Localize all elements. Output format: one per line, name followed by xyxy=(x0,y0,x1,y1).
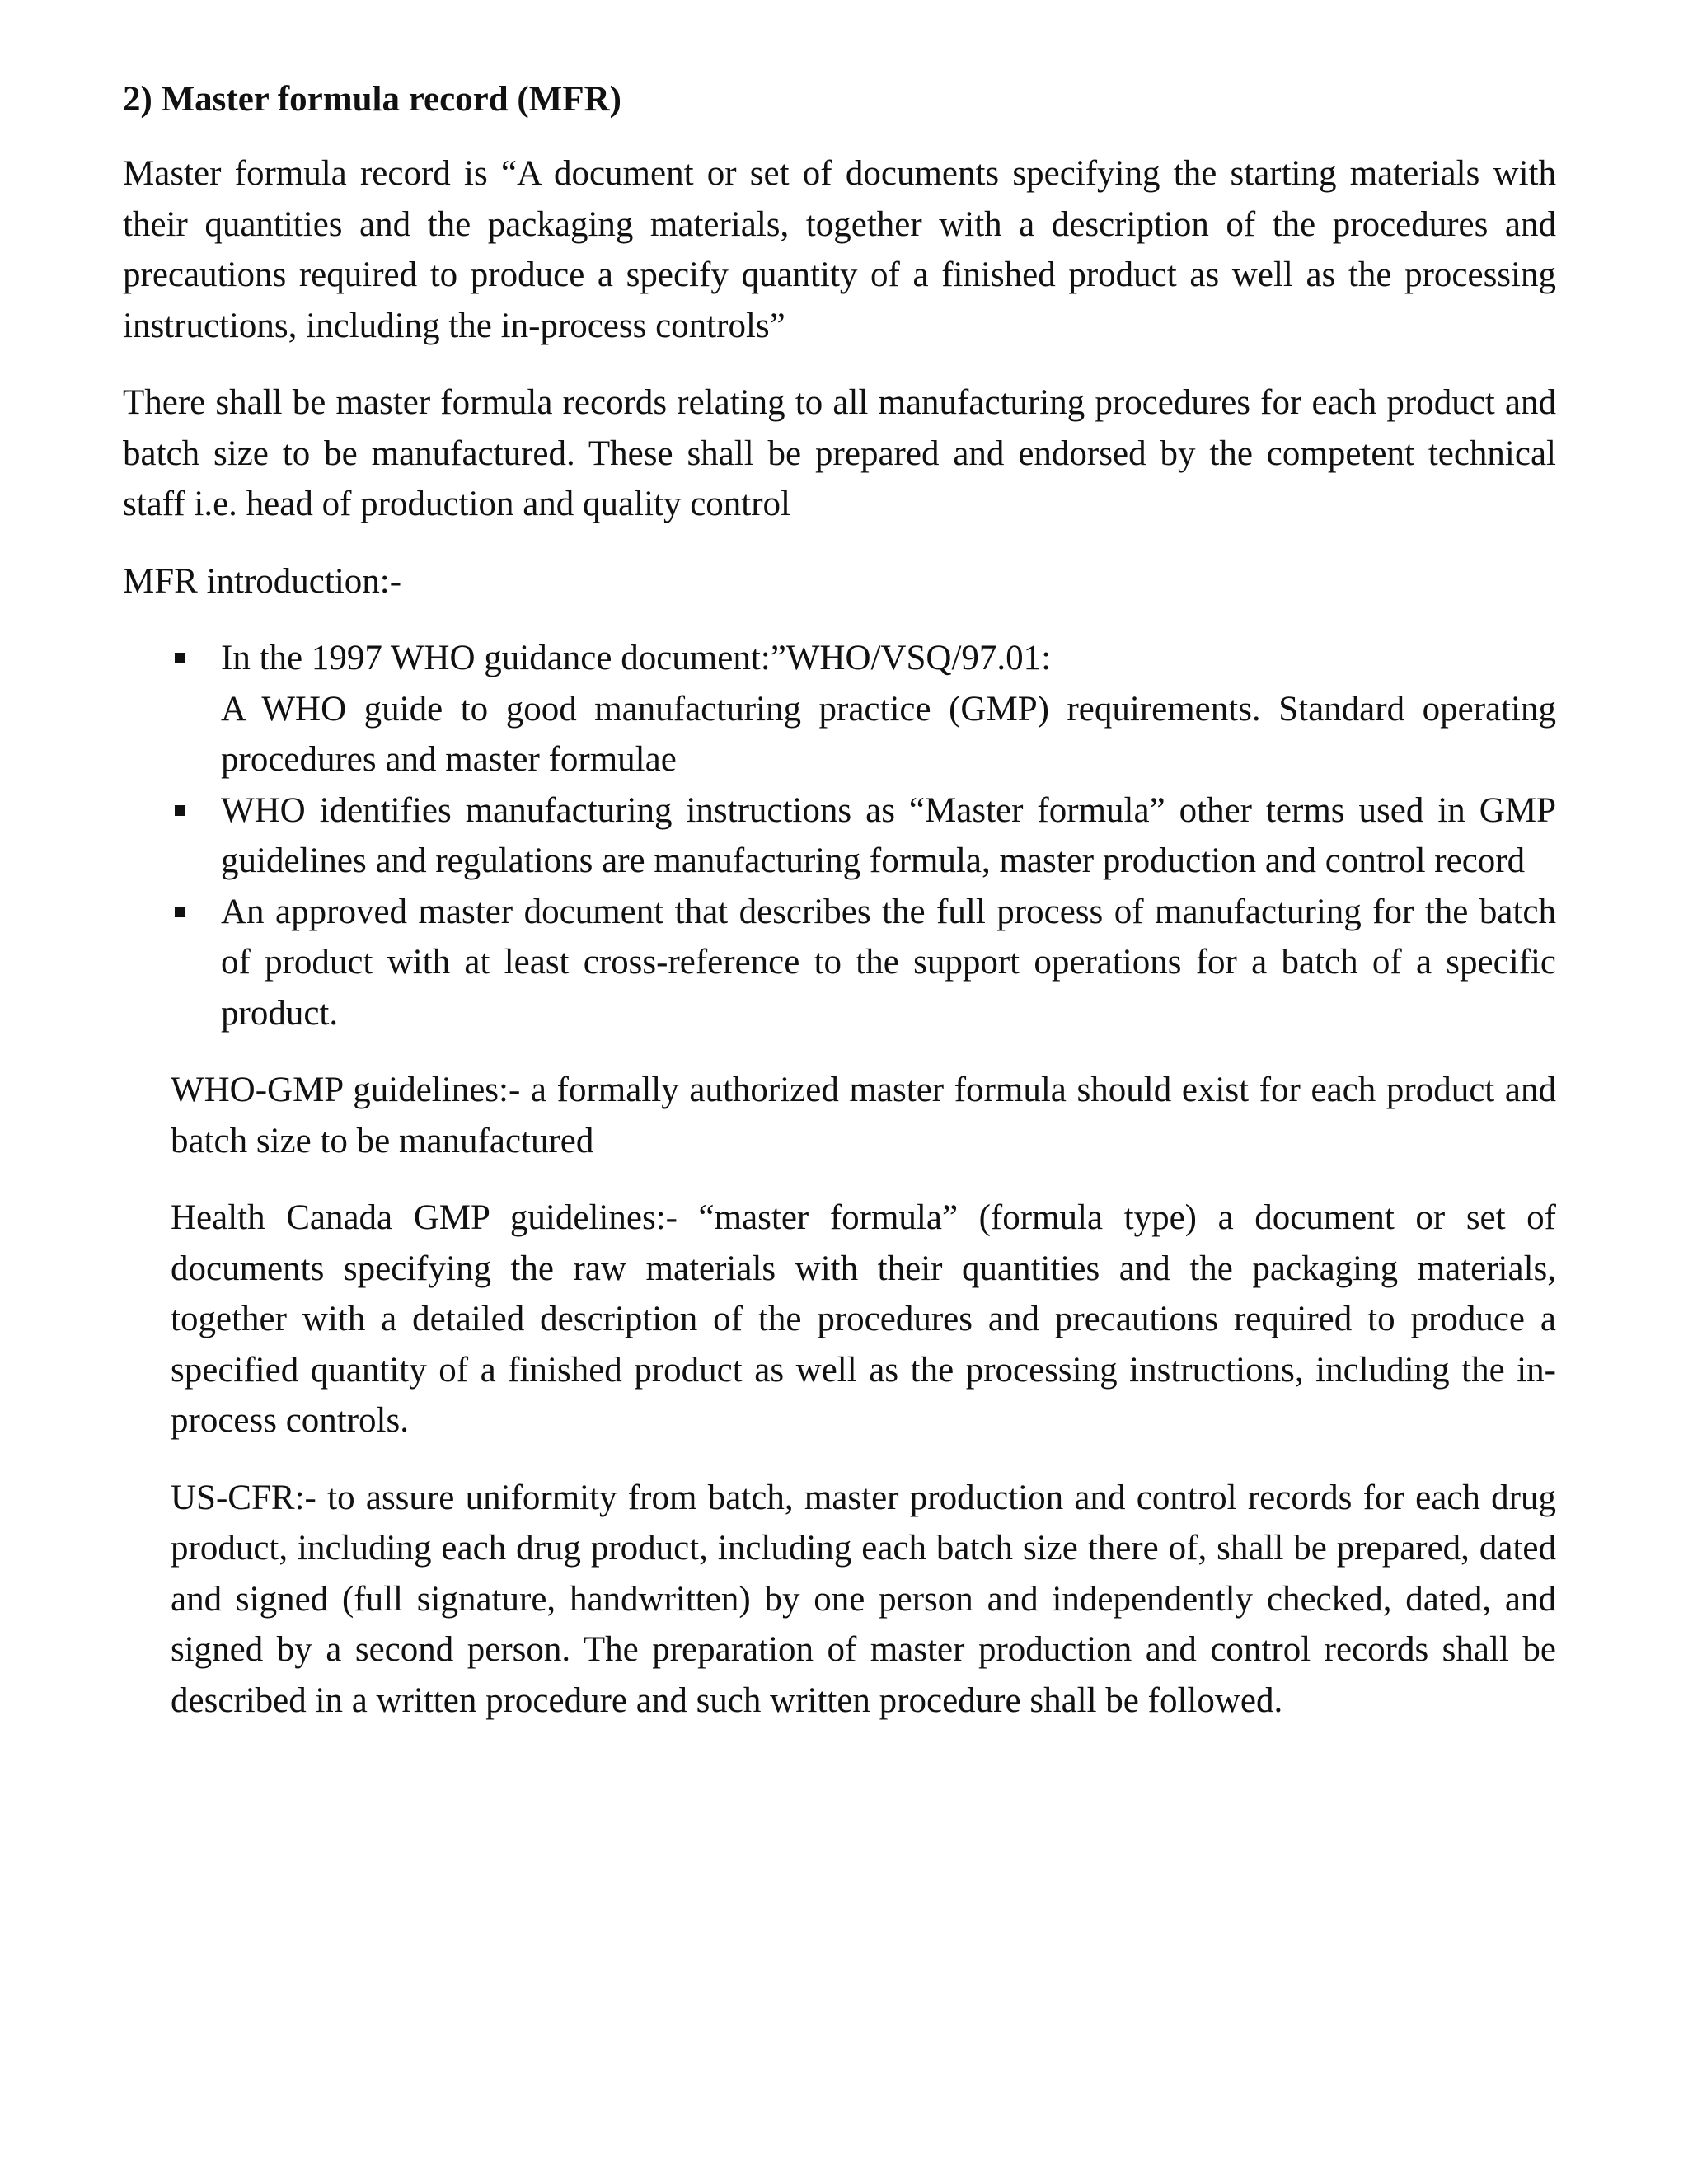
list-item-text: In the 1997 WHO guidance document:”WHO/VSQ/97.01: xyxy=(221,639,1052,677)
requirement-paragraph: There shall be master formula records relating to all manufacturing procedures for each product and batch size to be manufactured. These shall be prepared and endorsed by the competent technical staff i.e. head of production and quality control xyxy=(123,383,1556,523)
list-item xyxy=(123,887,1556,1039)
list-item-text: WHO identifies manufacturing instructions as “Master formula” other terms used in GMP guidelines and regulations are manufacturing formula, master production and control record xyxy=(221,790,1556,880)
square-bullet-icon xyxy=(175,907,185,917)
definition-paragraph: Master formula record is “A document or set of documents specifying the starting materials with their quantities and the packaging materials, together with a description of the procedures and precautions required to produce a specify quantity of a finished product as well as the processing instructions, including the in-process controls” xyxy=(123,154,1556,345)
list-item-text: An approved master document that describes the full process of manufacturing for the batch of product with at least cross-reference to the support operations for a batch of a specific product. xyxy=(221,892,1556,1033)
mfr-introduction-list xyxy=(123,633,1556,1038)
mfr-introduction-label: MFR introduction:- xyxy=(123,561,402,601)
us-cfr-paragraph: US-CFR:- to assure uniformity from batch, master production and control records for each drug product, including each drug product, including each batch size there of, shall be prepared, dated and signed (full signature, handwritten) by one person and independently checked, dated, and signed by a second person. The preparation of master production and control records shall be described in a written procedure and such written procedure shall be followed. xyxy=(171,1478,1556,1720)
square-bullet-icon xyxy=(175,805,185,816)
document-page xyxy=(123,74,1556,1752)
section-heading: 2) Master formula record (MFR) xyxy=(123,80,621,119)
list-item xyxy=(123,785,1556,887)
list-item xyxy=(123,633,1556,785)
list-item-continuation: A WHO guide to good manufacturing practice (GMP) requirements. Standard operating procedures and master formulae xyxy=(221,689,1556,779)
who-gmp-paragraph: WHO-GMP guidelines:- a formally authorized master formula should exist for each product and batch size to be manufactured xyxy=(171,1071,1556,1160)
health-canada-paragraph: Health Canada GMP guidelines:- “master formula” (formula type) a document or set of documents specifying the raw materials with their quantities and the packaging materials, together with a detailed description of the procedures and precautions required to produce a specified quantity of a finished product as well as the processing instructions, including the in-process controls. xyxy=(171,1198,1556,1440)
square-bullet-icon xyxy=(175,653,185,663)
